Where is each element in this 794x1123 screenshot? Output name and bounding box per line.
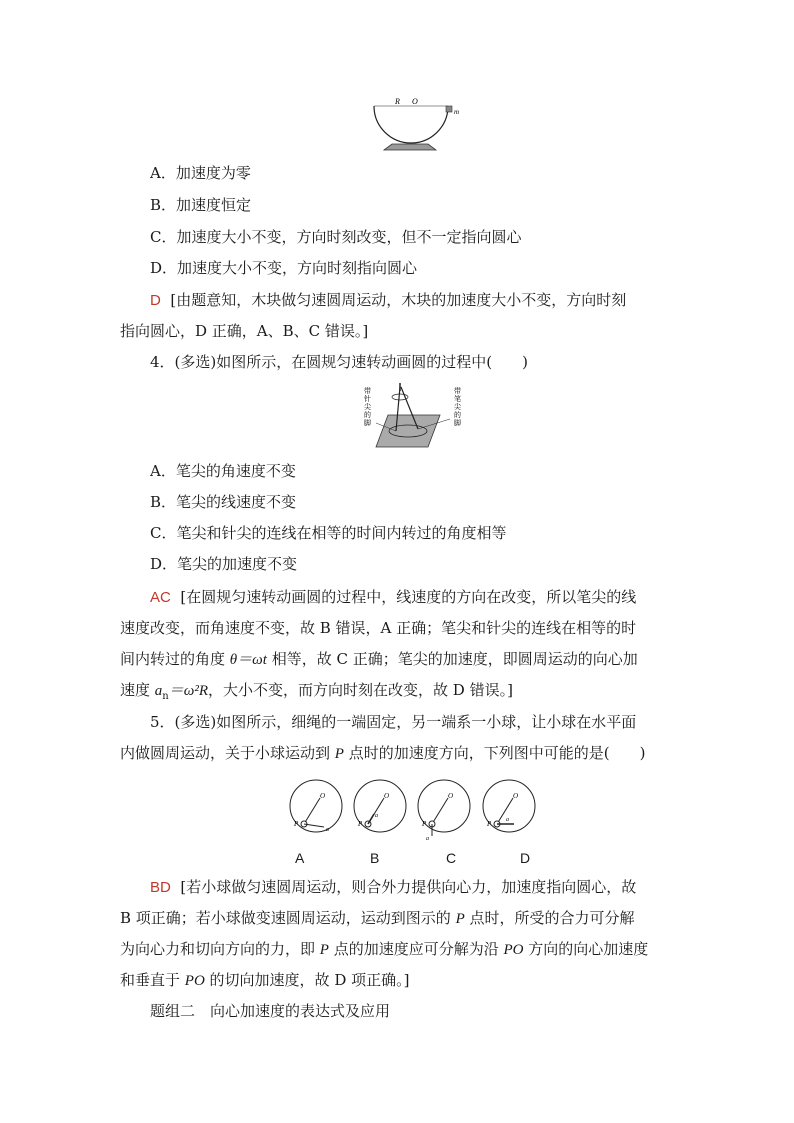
svg-text:尖: 尖 bbox=[364, 403, 371, 411]
svg-text:的: 的 bbox=[364, 411, 371, 419]
q4-option-d: D．笔尖的加速度不变 bbox=[150, 555, 298, 573]
svg-text:O: O bbox=[513, 792, 519, 800]
q5-explanation-line4: 和垂直于 PO 的切向加速度，故 D 项正确。] bbox=[120, 971, 410, 989]
q5-explanation-line1: BD [若小球做匀速圆周运动，则合外力提供向心力，加速度指向圆心，故 bbox=[150, 878, 637, 896]
circle-option-c bbox=[418, 780, 470, 842]
q4-option-c: C．笔尖和针尖的连线在相等的时间内转过的角度相等 bbox=[150, 524, 507, 542]
q4-option-a: A．笔尖的角速度不变 bbox=[150, 462, 296, 480]
svg-text:针: 针 bbox=[364, 395, 371, 403]
svg-text:a: a bbox=[506, 817, 509, 823]
q4-explanation-line3: 间内转过的角度 θ＝ωt 相等，故 C 正确；笔尖的加速度，即圆周运动的向心加 bbox=[120, 650, 638, 668]
q5-stem-line1: 5．(多选)如图所示，细绳的一端固定，另一端系一小球，让小球在水平面 bbox=[150, 713, 637, 731]
svg-text:O: O bbox=[448, 792, 454, 800]
q3-explanation-line1: D [由题意知，木块做匀速圆周运动，木块的加速度大小不变，方向时刻 bbox=[150, 291, 627, 309]
q5-label-c: C bbox=[446, 850, 457, 866]
q3-explanation-line2: 指向圆心，D 正确，A、B、C 错误。] bbox=[120, 322, 369, 340]
section-heading: 题组二 向心加速度的表达式及应用 bbox=[150, 1002, 391, 1020]
svg-text:O: O bbox=[384, 792, 390, 800]
q3-option-d: D．加速度大小不变，方向时刻指向圆心 bbox=[150, 259, 418, 277]
svg-text:笔: 笔 bbox=[454, 395, 461, 403]
svg-text:尖: 尖 bbox=[454, 403, 461, 411]
q4-answer: AC bbox=[150, 589, 171, 606]
q5-explanation-line2: B 项正确；若小球做变速圆周运动，运动到图示的 P 点时，所受的合力可分解 bbox=[120, 909, 635, 927]
svg-text:P: P bbox=[294, 820, 299, 828]
svg-text:a: a bbox=[375, 813, 378, 819]
bowl-figure bbox=[372, 94, 464, 152]
q4-stem: 4．(多选)如图所示，在圆规匀速转动画圆的过程中( ) bbox=[150, 353, 528, 371]
q3-option-a: A．加速度为零 bbox=[150, 164, 251, 182]
q5-label-a: A bbox=[295, 850, 305, 866]
circle-option-b bbox=[354, 780, 406, 832]
q3-answer: D bbox=[150, 292, 161, 309]
q5-explanation-line3: 为向心力和切向方向的力，即 P 点的加速度应可分解为沿 PO 方向的向心加速度 bbox=[120, 940, 649, 958]
svg-text:a: a bbox=[326, 827, 329, 833]
svg-text:P: P bbox=[422, 820, 427, 828]
q4-option-b: B．笔尖的线速度不变 bbox=[150, 493, 297, 511]
q5-stem-line2: 内做圆周运动，关于小球运动到 P 点时的加速度方向，下列图中可能的是( ) bbox=[120, 744, 646, 762]
q4-explanation-line2: 速度改变，而角速度不变，故 B 错误，A 正确；笔尖和针尖的连线在相等的时 bbox=[120, 619, 637, 637]
q4-explanation-line1: AC [在圆规匀速转动画圆的过程中，线速度的方向在改变，所以笔尖的线 bbox=[150, 588, 637, 606]
label-R: R bbox=[395, 97, 400, 106]
svg-text:P: P bbox=[487, 820, 492, 828]
label-m: m bbox=[454, 108, 460, 116]
svg-text:P: P bbox=[358, 820, 363, 828]
label-O: O bbox=[412, 97, 418, 106]
svg-text:带: 带 bbox=[454, 387, 461, 395]
circle-option-d bbox=[483, 780, 535, 832]
q5-answer: BD bbox=[150, 879, 171, 896]
circle-option-a bbox=[290, 780, 342, 833]
svg-text:O: O bbox=[320, 792, 326, 800]
q5-figure bbox=[284, 774, 544, 844]
label-needle-foot bbox=[364, 386, 371, 427]
q4-explanation-line4: 速度 $a_n=\omega^2R$，大小不变，而方向时刻在改变，故 D 错误。] bbox=[120, 681, 513, 702]
q5-label-b: B bbox=[370, 850, 380, 866]
q5-label-d: D bbox=[520, 850, 531, 866]
compass-figure bbox=[360, 383, 470, 451]
q3-option-b: B．加速度恒定 bbox=[150, 196, 252, 214]
svg-text:的: 的 bbox=[454, 411, 461, 419]
label-pen-foot bbox=[454, 386, 461, 427]
q3-option-c: C．加速度大小不变，方向时刻改变，但不一定指向圆心 bbox=[150, 228, 522, 246]
svg-text:a: a bbox=[426, 836, 429, 842]
svg-text:脚: 脚 bbox=[454, 419, 461, 427]
svg-text:带: 带 bbox=[364, 387, 371, 395]
svg-text:脚: 脚 bbox=[364, 419, 371, 427]
